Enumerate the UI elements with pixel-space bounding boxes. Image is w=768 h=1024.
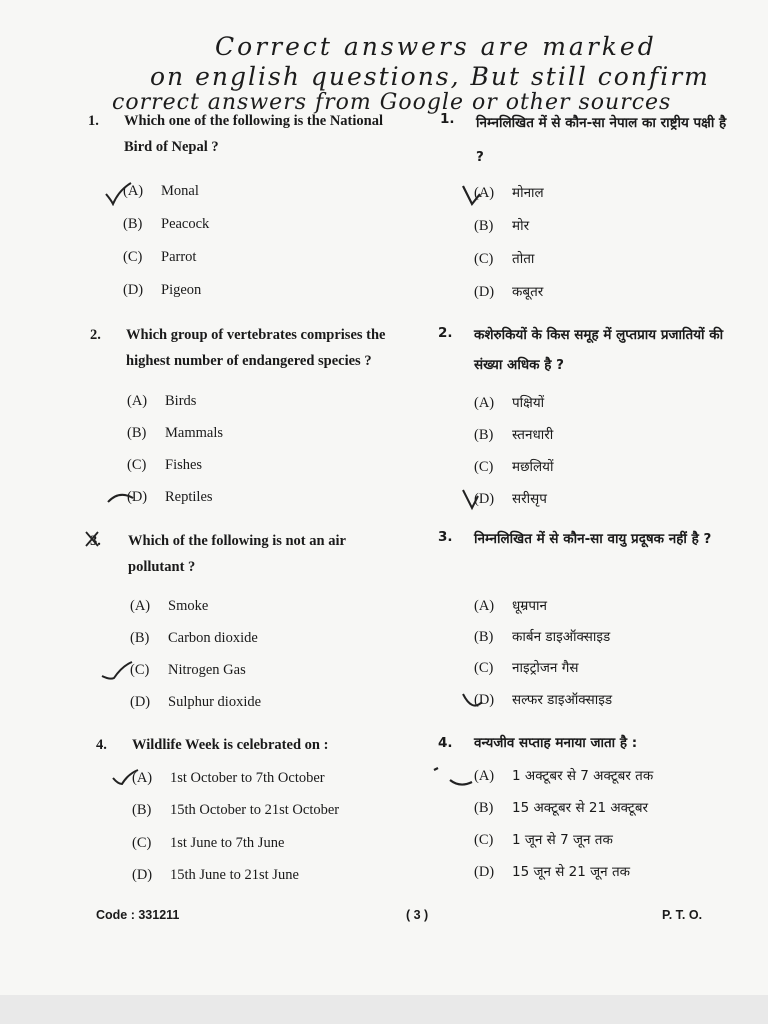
- tick-mark-icon: [103, 180, 133, 206]
- option-4b-en: (B) 15th October to 21st October: [132, 802, 340, 818]
- option-2c-hi: (C) मछलियों: [474, 459, 554, 475]
- option-4a-hi: (A) 1 अक्टूबर से 7 अक्टूबर तक: [474, 768, 654, 784]
- tick-mark-icon: [430, 762, 476, 792]
- paper-code: Code : 331211: [96, 908, 180, 922]
- pto-label: P. T. O.: [662, 908, 703, 922]
- option-1c-en: (C) Parrot: [123, 249, 197, 265]
- tick-mark-icon: [460, 688, 486, 714]
- question-number: 3.: [438, 529, 453, 545]
- question-text: वन्यजीव सप्ताह मनाया जाता है :: [474, 735, 638, 751]
- option-3a-hi: (A) धूम्रपान: [474, 598, 548, 614]
- tick-mark-icon: [105, 486, 135, 508]
- handwritten-note-line-3: correct answers from Google or other sources: [112, 90, 672, 115]
- option-1d-hi: (D) कबूतर: [474, 284, 544, 300]
- option-4c-en: (C) 1st June to 7th June: [132, 835, 285, 851]
- option-2c-en: (C) Fishes: [127, 457, 203, 473]
- question-number: 4.: [96, 737, 107, 753]
- handwritten-note-line-2: on english questions, But still confirm: [150, 62, 710, 91]
- option-1b-hi: (B) मोर: [474, 218, 530, 234]
- question-text: निम्नलिखित में से कौन-सा वायु प्रदूषक नहीं है ?: [474, 531, 712, 547]
- option-2d-hi: (D) सरीसृप: [474, 491, 547, 507]
- option-3b-hi: (B) कार्बन डाइऑक्साइड: [474, 629, 611, 645]
- option-3c-hi: (C) नाइट्रोजन गैस: [474, 660, 579, 676]
- option-1b-en: (B) Peacock: [123, 216, 210, 232]
- option-4d-en: (D) 15th June to 21st June: [132, 867, 299, 883]
- question-text: Which of the following is not an air pollutant ?: [128, 533, 346, 575]
- option-1c-hi: (C) तोता: [474, 251, 535, 267]
- question-text: निम्नलिखित में से कौन-सा नेपाल का राष्ट्रीय पक्षी है ?: [476, 115, 727, 165]
- option-4d-hi: (D) 15 जून से 21 जून तक: [474, 864, 631, 880]
- option-4a-en: (A) 1st October to 7th October: [132, 770, 325, 786]
- option-2b-hi: (B) स्तनधारी: [474, 427, 554, 443]
- option-2b-en: (B) Mammals: [127, 425, 223, 441]
- option-3c-en: (C) Nitrogen Gas: [130, 662, 246, 678]
- question-number: 2.: [438, 325, 453, 341]
- question-text: कशेरुकियों के किस समूह में लुप्तप्राय प्रजातियों की संख्या अधिक है ?: [474, 327, 724, 373]
- question-text: Wildlife Week is celebrated on :: [132, 737, 329, 753]
- question-number: 3.: [90, 533, 101, 549]
- question-number: 1.: [440, 111, 455, 127]
- tick-mark-icon: [460, 486, 486, 512]
- option-3b-en: (B) Carbon dioxide: [130, 630, 258, 646]
- option-2a-en: (A) Birds: [127, 393, 197, 409]
- question-text: Which one of the following is the National Bird of Nepal ?: [124, 113, 383, 155]
- option-1d-en: (D) Pigeon: [123, 282, 202, 298]
- question-number: 1.: [88, 113, 99, 129]
- question-number: 4.: [438, 735, 453, 751]
- page-number: ( 3 ): [406, 908, 429, 922]
- option-4b-hi: (B) 15 अक्टूबर से 21 अक्टूबर: [474, 800, 649, 816]
- option-2d-en: (D) Reptiles: [127, 489, 213, 505]
- question-number: 2.: [90, 327, 101, 343]
- page-bottom-edge: [0, 995, 768, 1024]
- cross-mark-icon: [84, 530, 100, 548]
- tick-mark-icon: [100, 658, 134, 682]
- option-2a-hi: (A) पक्षियों: [474, 395, 545, 411]
- handwritten-note-line-1: Correct answers are marked: [215, 32, 657, 61]
- option-3a-en: (A) Smoke: [130, 598, 209, 614]
- tick-mark-icon: [460, 182, 486, 208]
- option-1a-hi: (A) मोनाल: [474, 185, 544, 201]
- tick-mark-icon: [110, 766, 140, 788]
- option-3d-en: (D) Sulphur dioxide: [130, 694, 262, 710]
- question-text: Which group of vertebrates comprises the highest number of endangered species ?: [126, 327, 386, 369]
- option-4c-hi: (C) 1 जून से 7 जून तक: [474, 832, 613, 848]
- option-1a-en: (A) Monal: [123, 183, 199, 199]
- option-3d-hi: (D) सल्फर डाइऑक्साइड: [474, 692, 613, 708]
